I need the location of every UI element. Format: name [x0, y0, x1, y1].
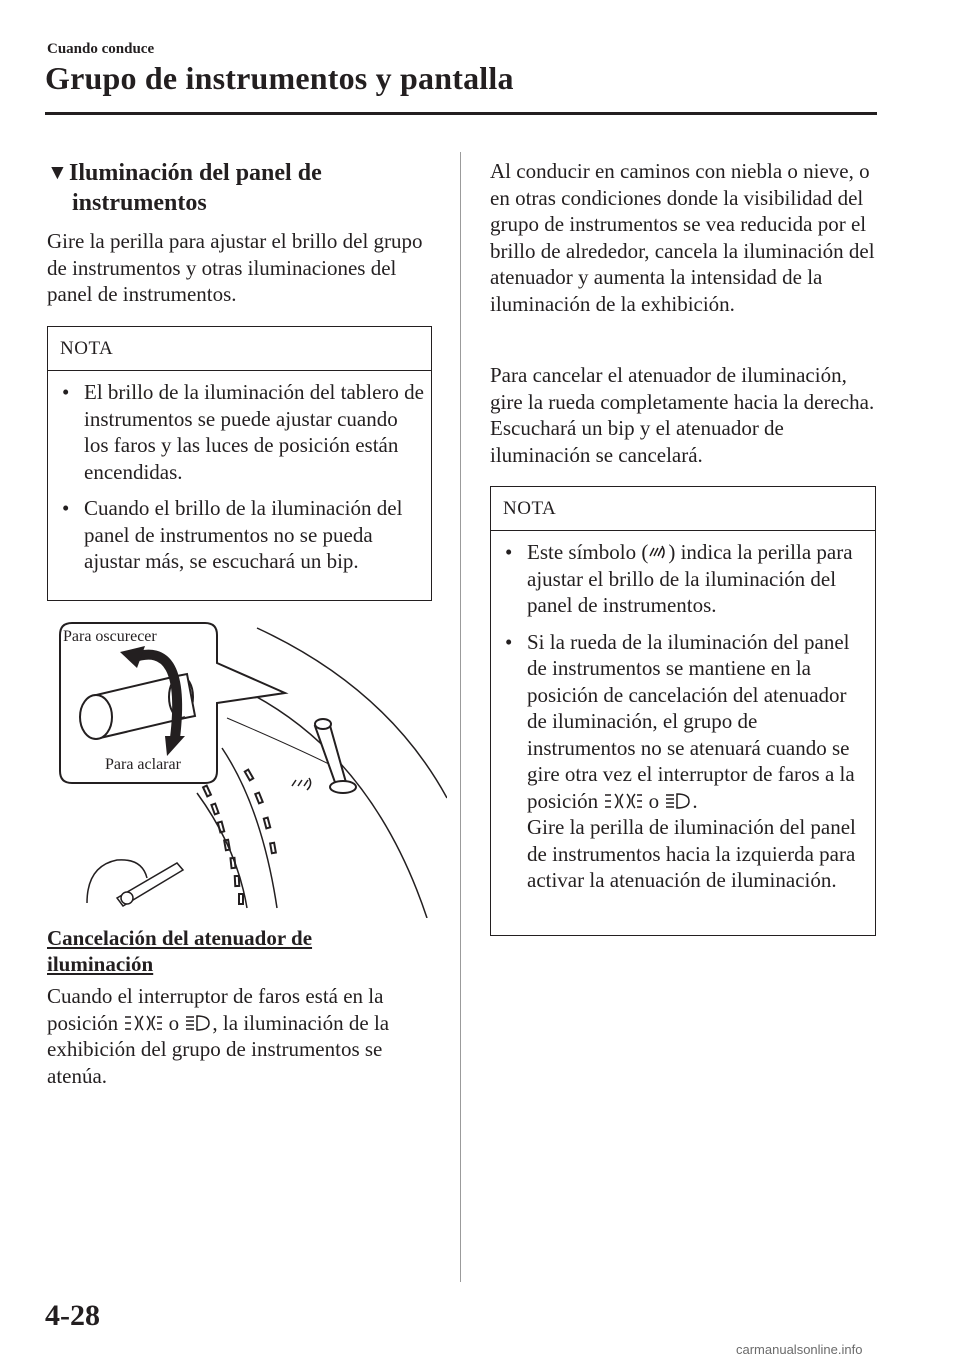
note-label: NOTA — [491, 487, 875, 531]
intro-paragraph: Gire la perilla para ajustar el brillo del grupo de instrumentos y otras iluminaciones del panel de instrumentos. — [47, 229, 423, 306]
note-box-right — [490, 486, 876, 936]
dimmer-figure — [47, 618, 447, 918]
section-label: Cuando conduce — [47, 41, 155, 57]
note-list — [491, 531, 875, 910]
headlight-icon — [184, 1013, 212, 1033]
triangle-down-icon: ▼ — [47, 160, 68, 184]
section-heading: ▼Iluminación del panel de instrumentos — [47, 157, 447, 218]
note-item: • Este símbolo ( ) indica la perilla para ajustar el brillo de la iluminación del panel de instrumentos. — [503, 539, 869, 619]
label-darken: Para oscurecer — [63, 628, 157, 645]
right-paragraph-1: Al conducir en caminos con niebla o nieve, o en otras condiciones donde la visibilidad del grupo de instrumentos se vea reducida por el brillo de alrededor, cancela la iluminación del atenuador y aumenta la intensidad de la iluminación de la exhibición. — [490, 159, 875, 316]
header-rule — [45, 112, 877, 115]
panel-illumination-icon — [648, 542, 668, 562]
note-item: • Si la rueda de la iluminación del panel de instrumentos se mantiene en la posición de cancelación del atenuador de iluminación, el grupo de instrumentos no se atenuará cuando se gire otra vez el interruptor de faros a la posición o . Gire la perilla de iluminación del panel de instrumentos hacia la izquierda para activar la atenuación de iluminación. — [503, 629, 869, 894]
page-number: 4-28 — [45, 1299, 100, 1332]
note-list — [48, 371, 431, 591]
headlight-icon — [664, 791, 692, 811]
note-item: • Cuando el brillo de la iluminación del panel de instrumentos no se pueda ajustar más, se escuchará un bip. — [60, 495, 425, 575]
cancel-paragraph: Cuando el interruptor de faros está en la posición o , la iluminación de la exhibición del grupo de instrumentos se atenúa. — [47, 984, 390, 1088]
column-divider — [460, 152, 461, 1282]
parking-light-icon — [123, 1013, 163, 1033]
page-title: Grupo de instrumentos y pantalla — [45, 60, 514, 96]
parking-light-icon — [603, 791, 643, 811]
note-label: NOTA — [48, 327, 431, 371]
label-brighten: Para aclarar — [105, 756, 181, 773]
watermark: carmanualsonline.info — [736, 1342, 863, 1357]
right-paragraph-2: Para cancelar el atenuador de iluminación, gire la rueda completamente hacia la derecha. Escuchará un bip y el atenuador de iluminación se cancelará. — [490, 363, 875, 467]
note-box-left — [47, 326, 432, 601]
cancel-heading: Cancelación del atenuador de iluminación — [47, 926, 313, 976]
note-item: • El brillo de la iluminación del tablero de instrumentos se puede ajustar cuando los faros y las luces de posición están encendidas. — [60, 379, 425, 485]
